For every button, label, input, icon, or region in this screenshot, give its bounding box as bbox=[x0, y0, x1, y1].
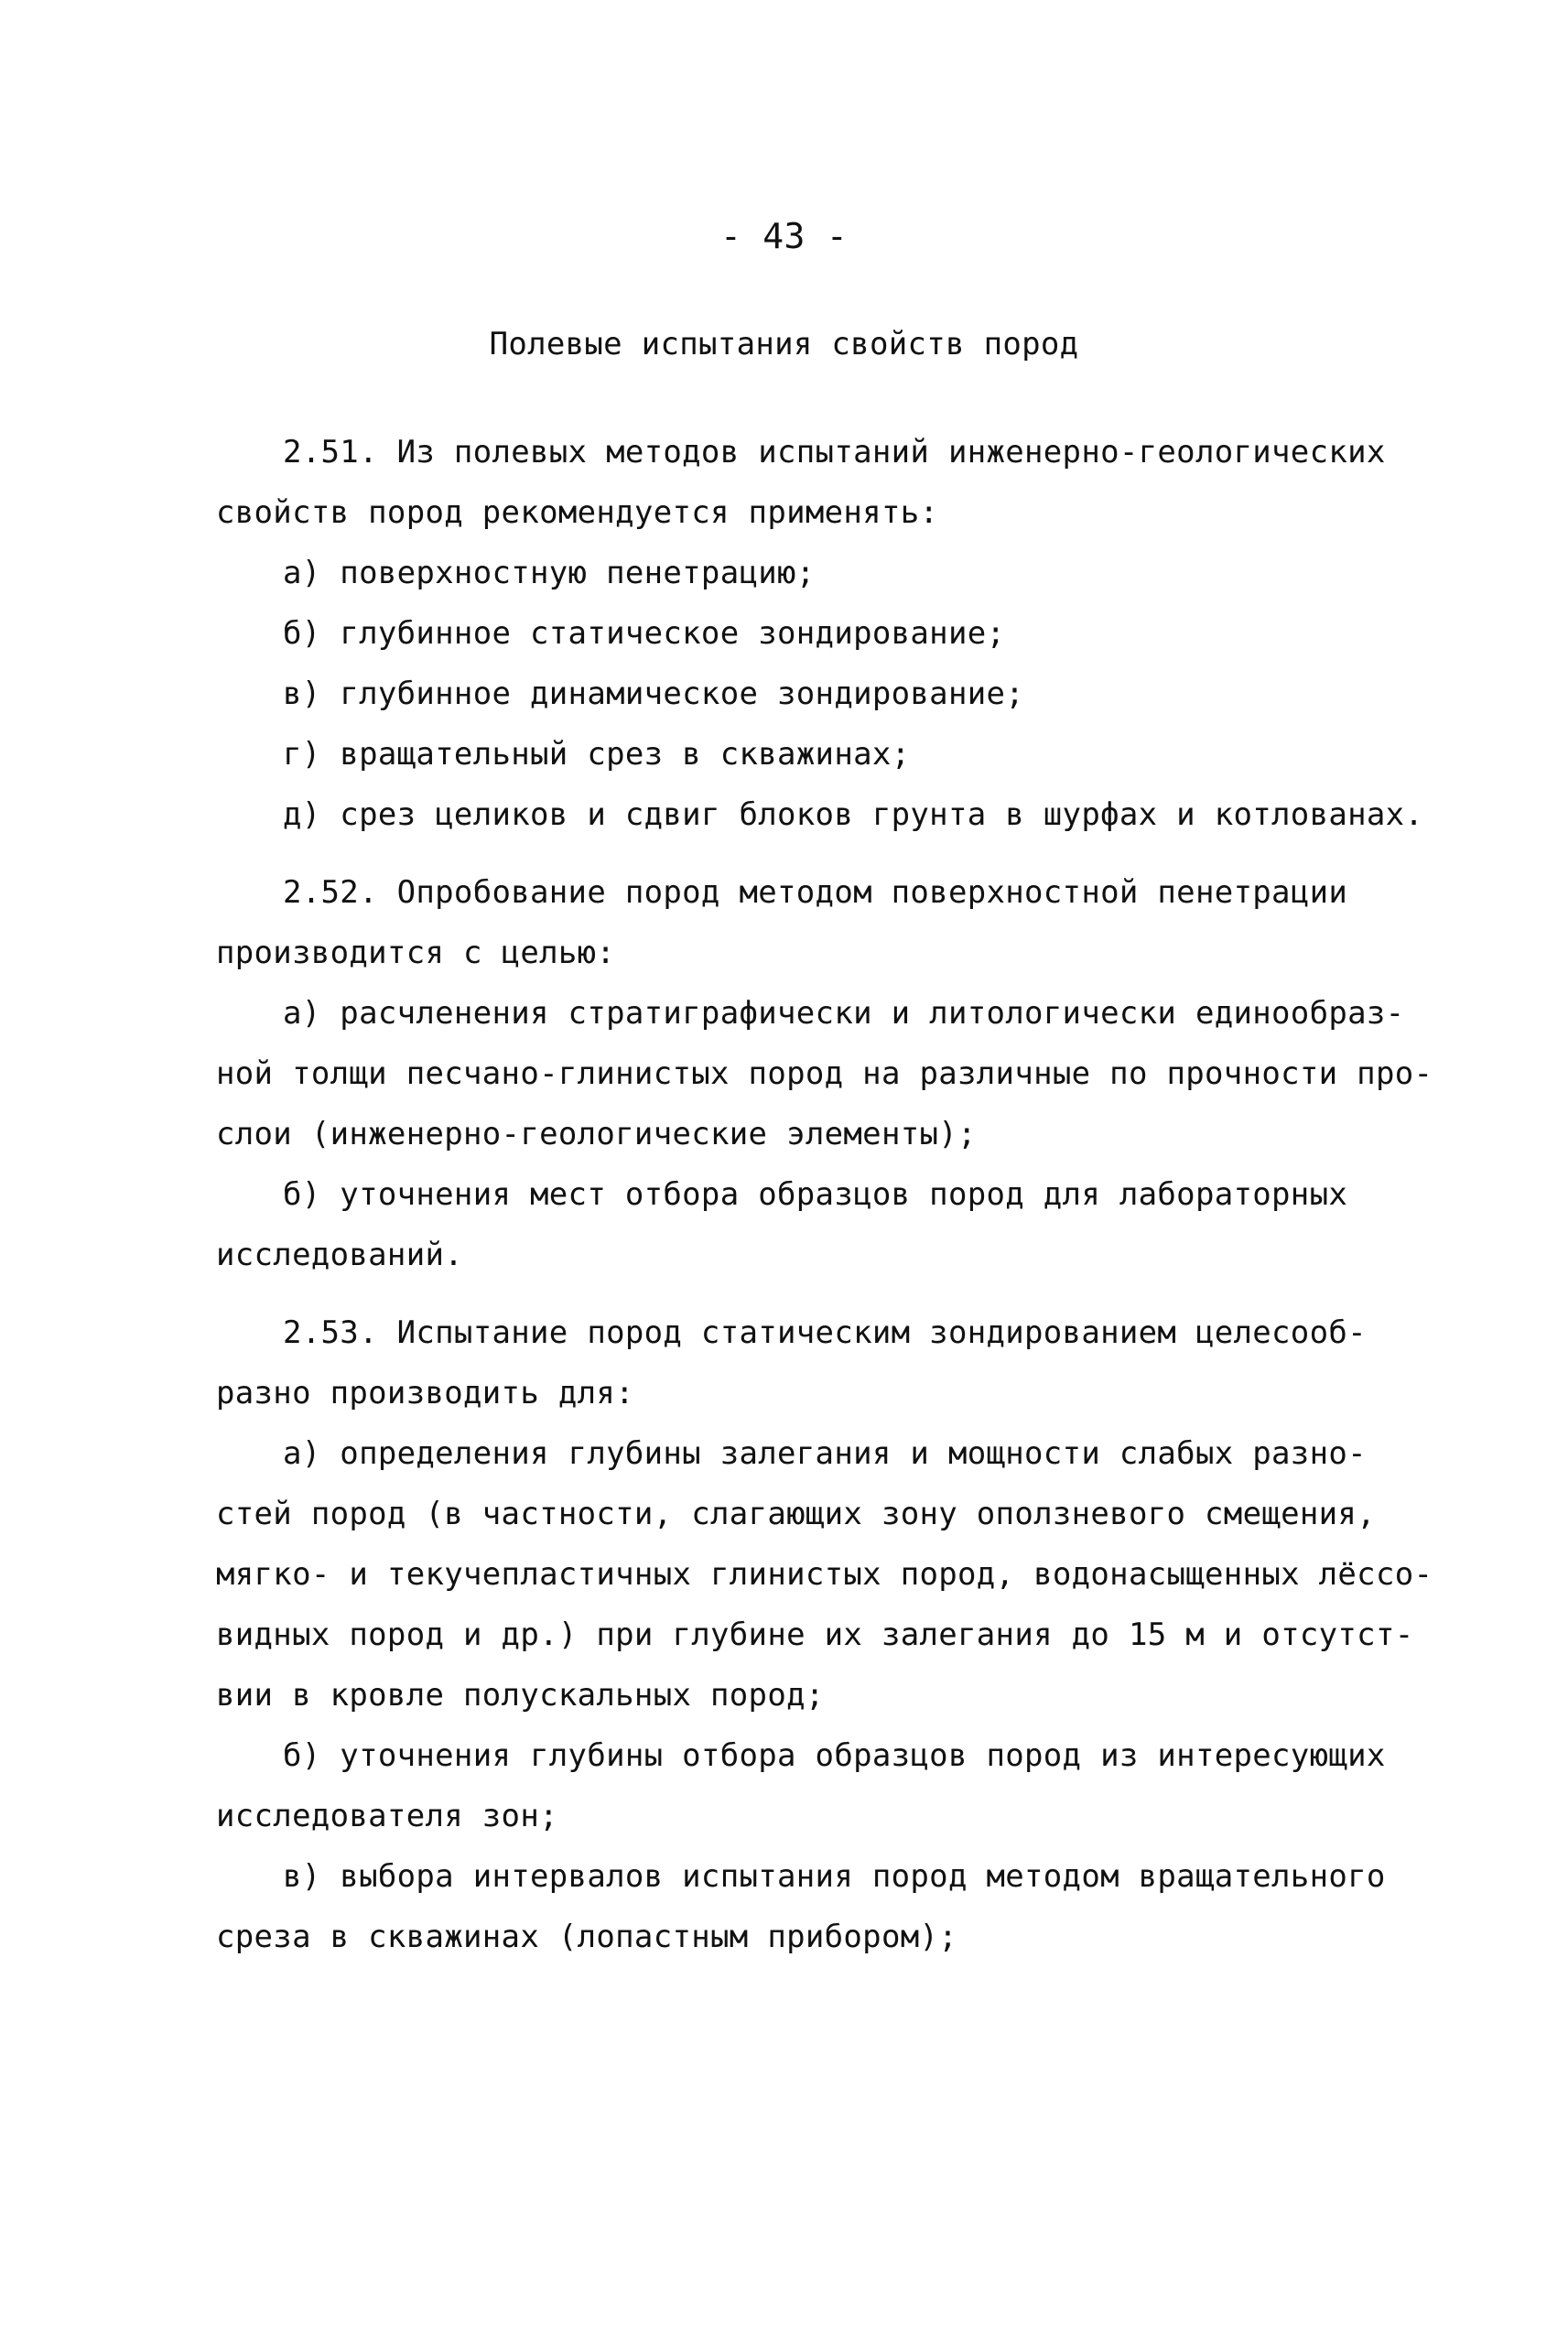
list-item: б) уточнения мест отбора образцов пород для лабораторных bbox=[283, 1176, 1348, 1213]
text-line: видных пород и др.) при глубине их залегания до 15 м и отсутст- bbox=[216, 1617, 1414, 1653]
text-line: стей пород (в частности, слагающих зону оползневого смещения, bbox=[216, 1496, 1376, 1532]
text-line: 2.53. Испытание пород статическим зондированием целесооб- bbox=[283, 1314, 1367, 1351]
list-item: б) уточнения глубины отбора образцов пород из интересующих bbox=[283, 1737, 1386, 1774]
list-item: а) поверхностную пенетрацию; bbox=[283, 555, 816, 591]
list-item: а) расчленения стратиграфически и литологически единообраз- bbox=[283, 995, 1405, 1032]
list-item: г) вращательный срез в скважинах; bbox=[283, 736, 911, 773]
list-item: в) глубинное динамическое зондирование; bbox=[283, 676, 1025, 712]
text-line: 2.52. Опробование пород методом поверхностной пенетрации bbox=[283, 874, 1348, 911]
text-line: исследований. bbox=[216, 1237, 464, 1273]
text-line: слои (инженерно-геологические элементы); bbox=[216, 1116, 977, 1152]
text-line: свойств пород рекомендуется применять: bbox=[216, 494, 939, 531]
section-heading: Полевые испытания свойств пород bbox=[489, 326, 1079, 362]
list-item: в) выбора интервалов испытания пород методом вращательного bbox=[283, 1858, 1386, 1895]
text-line: вии в кровле полускальных пород; bbox=[216, 1677, 825, 1714]
page-number: - 43 - bbox=[719, 216, 849, 256]
text-line: 2.51. Из полевых методов испытаний инженерно-геологических bbox=[283, 434, 1386, 470]
text-line: среза в скважинах (лопастным прибором); bbox=[216, 1919, 958, 1955]
list-item: б) глубинное статическое зондирование; bbox=[283, 615, 1006, 652]
text-line: производится с целью: bbox=[216, 935, 616, 971]
text-line: исследователя зон; bbox=[216, 1798, 558, 1834]
list-item: д) срез целиков и сдвиг блоков грунта в шурфах и котлованах. bbox=[283, 796, 1424, 833]
text-line: разно производить для: bbox=[216, 1375, 634, 1411]
text-line: мягко- и текучепластичных глинистых пород, водонасыщенных лёссо- bbox=[216, 1556, 1433, 1593]
text-line: ной толщи песчано-глинистых пород на различные по прочности про- bbox=[216, 1055, 1433, 1092]
list-item: а) определения глубины залегания и мощности слабых разно- bbox=[283, 1435, 1367, 1472]
